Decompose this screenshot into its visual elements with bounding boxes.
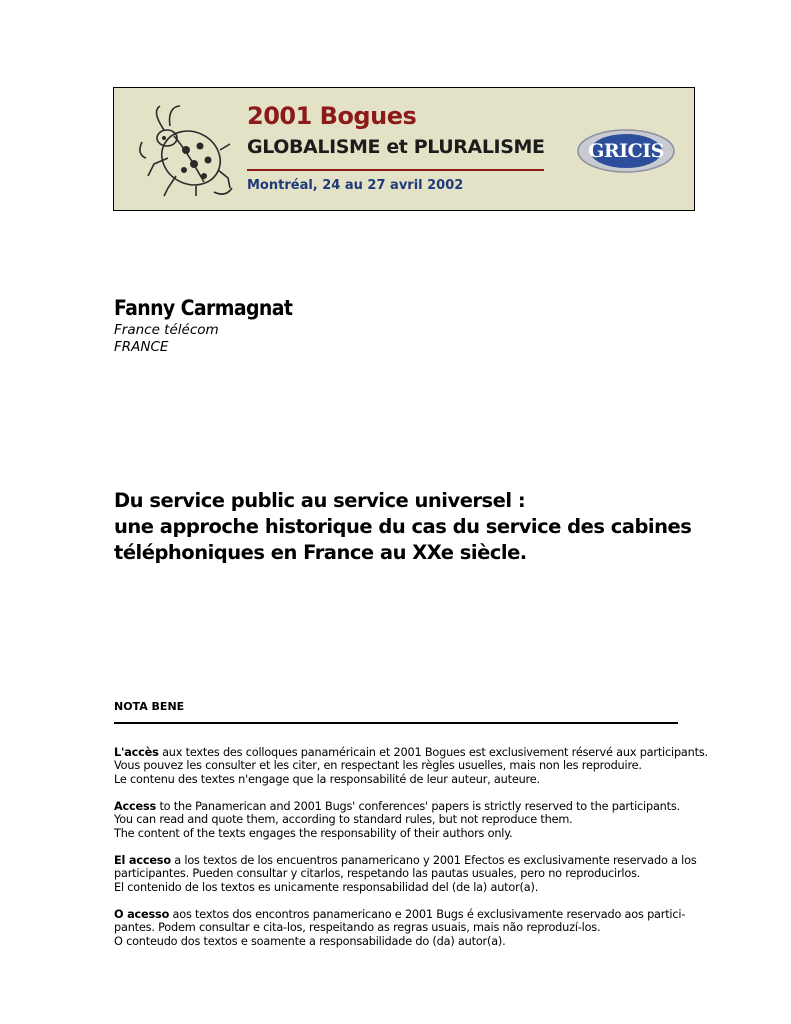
notice-line: You can read and quote them, according to standard rules, but not reproduce them.	[114, 813, 573, 827]
banner-subtitle: GLOBALISME et PLURALISME	[247, 136, 545, 158]
notice-line: El contenido de los textos es unicamente responsabilidad del (de la) autor(a).	[114, 880, 539, 894]
notice-line: aos textos dos encontros panamericano e 2001 Bugs é exclusivamente reservado aos partici-	[169, 908, 686, 921]
conference-banner	[113, 87, 695, 211]
notice-line: The content of the texts engages the responsability of their authors only.	[114, 826, 513, 840]
title-line: téléphoniques en France au XXe siècle.	[114, 541, 527, 564]
ladybug-icon	[134, 98, 234, 200]
notice-line: Vous pouvez les consulter et les citer, en respectant les règles usuelles, mais non les reproduire.	[114, 759, 642, 773]
gricis-logo	[576, 128, 676, 174]
notice-line: aux textes des colloques panaméricain et 2001 Bogues est exclusivement réservé aux participants.	[158, 746, 708, 759]
notice-line: participantes. Pueden consultar y citarlos, respetando las pautas usuales, pero no reproducirlos.	[114, 867, 641, 881]
notice-line: pantes. Podem consultar e cita-los, respeitando as regras usuais, mais não reproduzí-los.	[114, 921, 601, 935]
notice-portuguese	[114, 908, 696, 948]
notice-lead: El acceso	[114, 854, 171, 867]
notice-lead: L'accès	[114, 746, 159, 759]
notice-line: to the Panamerican and 2001 Bugs' conferences' papers is strictly reserved to the participants.	[156, 800, 680, 813]
author-name: Fanny Carmagnat	[114, 296, 293, 320]
notice-line: O conteudo dos textos e soamente a responsabilidade do (da) autor(a).	[114, 934, 506, 948]
nota-bene-heading: NOTA BENE	[114, 700, 185, 713]
author-country: FRANCE	[114, 339, 169, 355]
logo-text: GRICIS	[588, 140, 664, 162]
notice-spanish	[114, 854, 696, 894]
nota-bene-rule	[114, 722, 678, 724]
notice-lead: O acesso	[114, 908, 170, 921]
notice-english	[114, 800, 696, 840]
notice-line: a los textos de los encuentros panamericano y 2001 Efectos es exclusivamente reservado a los	[170, 854, 697, 867]
title-line: Du service public au service universel :	[114, 489, 526, 512]
title-line: une approche historique du cas du service des cabines	[114, 515, 692, 538]
paper-title	[114, 488, 714, 566]
banner-divider	[247, 169, 544, 171]
author-organization: France télécom	[114, 322, 219, 338]
notice-lead: Access	[114, 800, 157, 813]
notice-french	[114, 746, 708, 786]
banner-place-date: Montréal, 24 au 27 avril 2002	[247, 178, 464, 193]
banner-title: 2001 Bogues	[247, 102, 417, 130]
notice-line: Le contenu des textes n'engage que la responsabilité de leur auteur, auteure.	[114, 772, 540, 786]
